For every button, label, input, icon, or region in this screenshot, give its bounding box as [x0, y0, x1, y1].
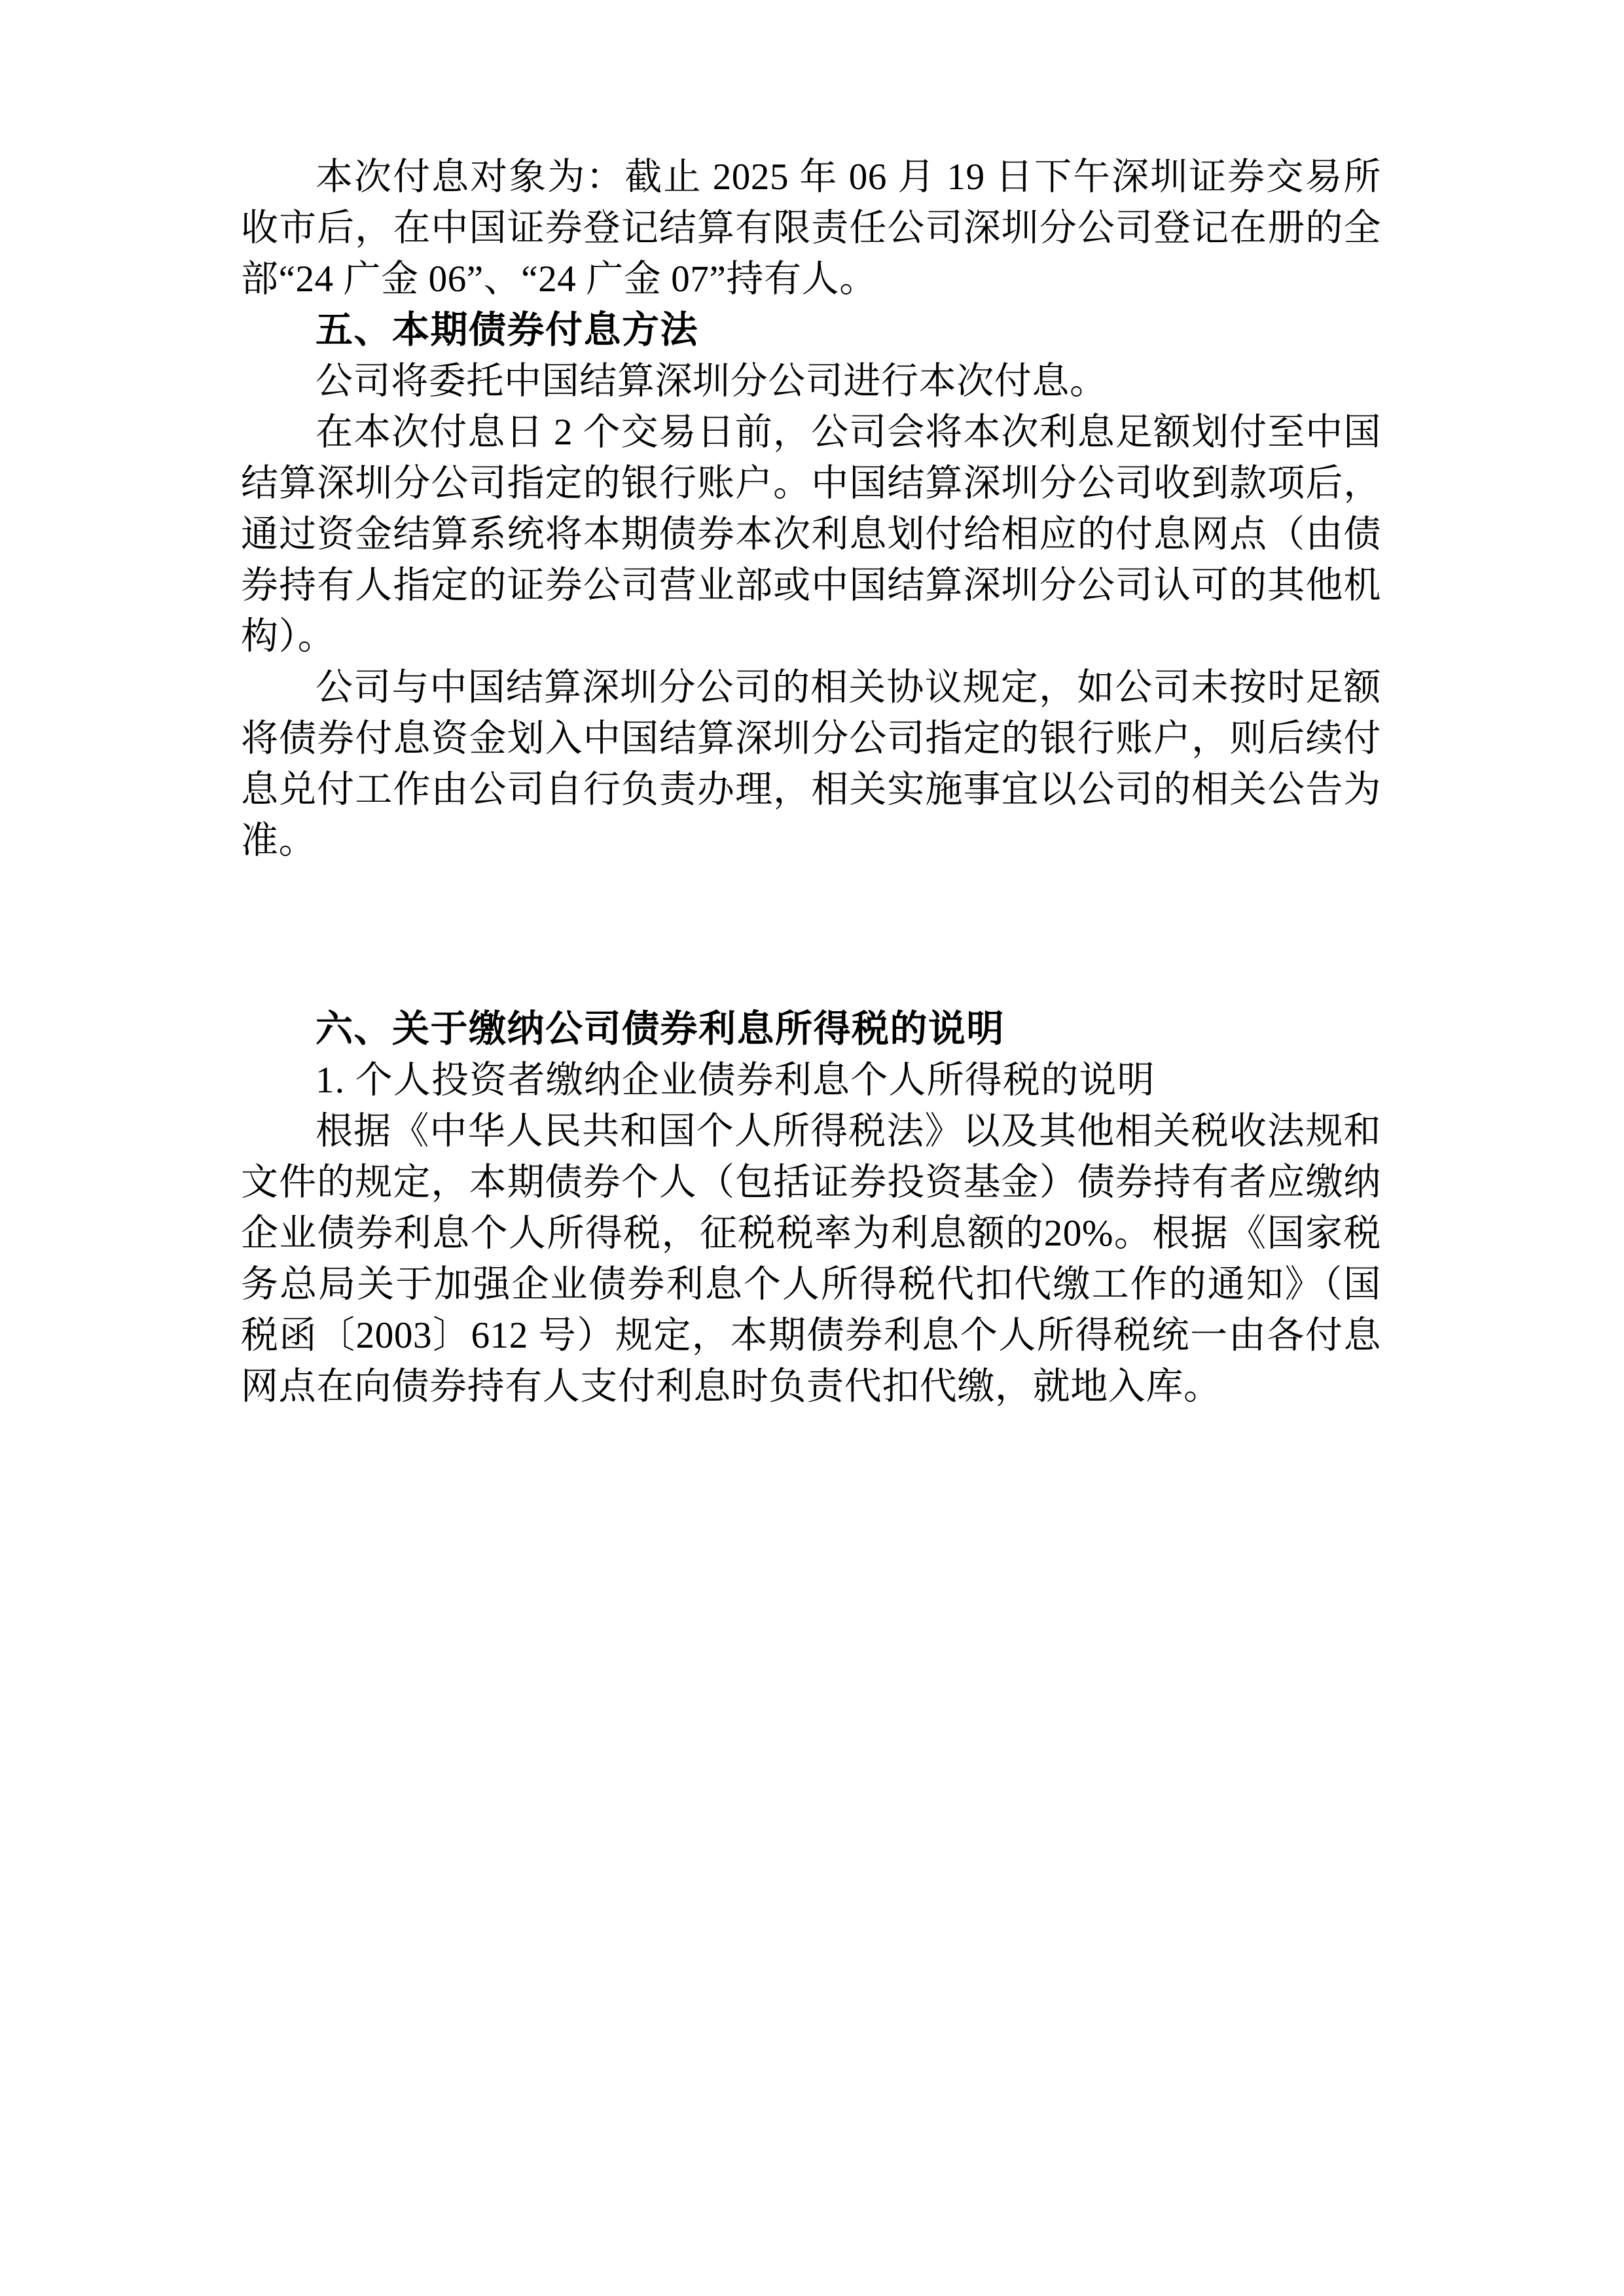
- subheading-individual-investor-tax: 1. 个人投资者缴纳企业债券利息个人所得税的说明: [316, 1060, 1155, 1101]
- paragraph-transfer-process: 在本次付息日 2 个交易日前，公司会将本次利息足额划付至中国结算深圳分公司指定的银行账户。中国结算深圳分公司收到款项后，通过资金结算系统将本期债券本次利息划付给相应的付息网点（由债券持有人指定的证券公司营业部或中国结算深圳分公司认可的其他机构）。: [241, 412, 1381, 657]
- paragraph-agreement-terms: 公司与中国结算深圳分公司的相关协议规定，如公司未按时足额将债券付息资金划入中国结算深圳分公司指定的银行账户，则后续付息兑付工作由公司自行负责办理，相关实施事宜以公司的相关公告为准。: [241, 667, 1381, 861]
- paragraph-entrust-settlement: 公司将委托中国结算深圳分公司进行本次付息。: [316, 361, 1108, 402]
- heading-section-five: 五、本期债券付息方法: [316, 310, 698, 351]
- paragraph-individual-income-tax: 根据《中华人民共和国个人所得税法》以及其他相关税收法规和文件的规定，本期债券个人（包括证券投资基金）债券持有者应缴纳企业债券利息个人所得税，征税税率为利息额的20%。根据《国家税务总局关于加强企业债券利息个人所得税代扣代缴工作的通知》（国税函〔2003〕612 号）规定，本期债券利息个人所得税统一由各付息网点在向债券持有人支付利息时负责代扣代缴，就地入库。: [241, 1111, 1381, 1407]
- section-spacer: [241, 867, 1381, 1004]
- paragraph-payment-target: 本次付息对象为：截止 2025 年 06 月 19 日下午深圳证券交易所收市后，在中国证券登记结算有限责任公司深圳分公司登记在册的全部“24 广金 06”、“24 广金 07”持有人。: [241, 156, 1381, 300]
- document-body: [241, 152, 1381, 1412]
- heading-section-six: 六、关于缴纳公司债券利息所得税的说明: [316, 1009, 1005, 1050]
